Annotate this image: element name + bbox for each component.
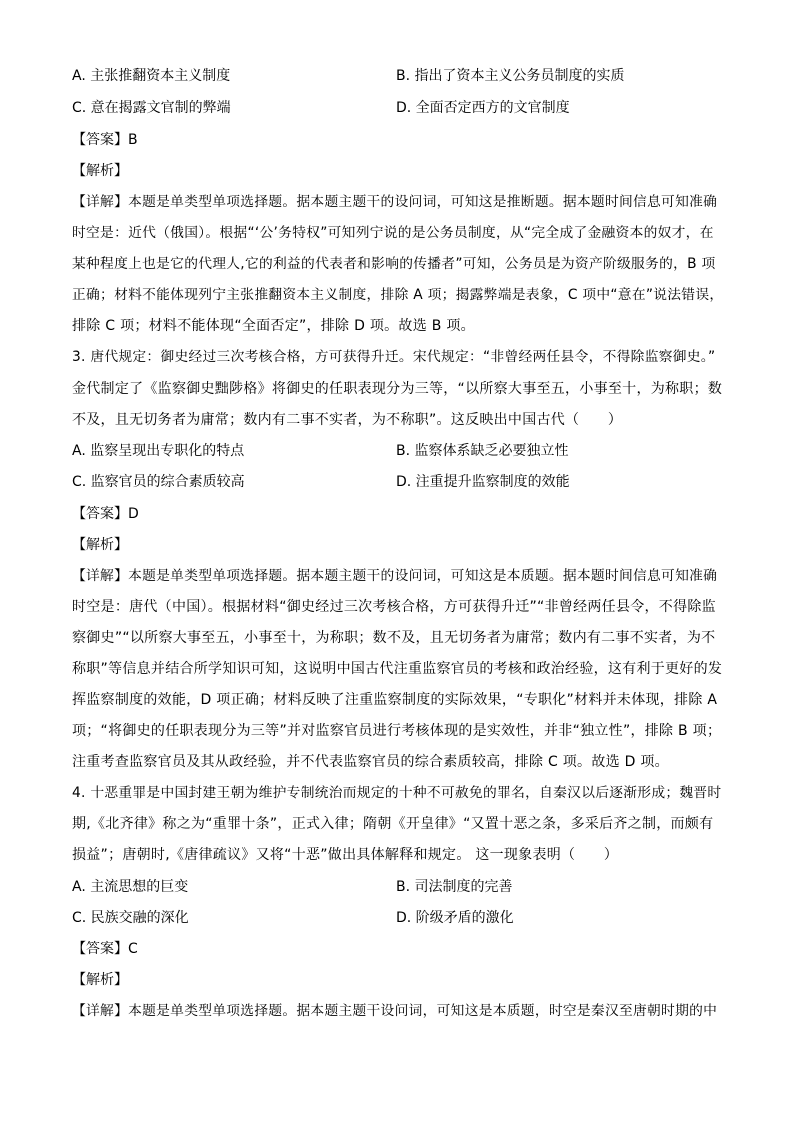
q3-detail-line: 挥监察制度的效能，D 项正确；材料反映了注重监察制度的实际效果，“专职化”材料并未体现，排除 A <box>72 692 718 708</box>
q3-stem-line: 不及，且无切务者为庸常；数内有二事不实者，为不称职”。这反映出中国古代（ ） <box>72 412 623 428</box>
q2-detail-line: 排除 C 项；材料不能体现“全面否定”，排除 D 项。故选 B 项。 <box>72 318 475 334</box>
q3-detail-line: 察御史”“以所察大事至五，小事至十，为称职；数不及，且无切务者为庸常；数内有二事不实者，为不 <box>72 630 716 646</box>
q2-detail-line: 某种程度上也是它的代理人,它的利益的代表者和影响的传播者”可知，公务员是为资产阶级服务的，B 项 <box>72 256 716 272</box>
q3-detail-line: 注重考查监察官员及其从政经验，并不代表监察官员的综合素质较高，排除 C 项。故选 D 项。 <box>72 754 669 770</box>
q3-detail-line: 项；“将御史的任职表现分为三等”并对监察官员进行考核体现的是实效性，并非“独立性”，排除 B 项； <box>72 723 722 739</box>
q4-option-b[interactable]: B. 司法制度的完善 <box>396 879 513 895</box>
q3-detail-line: 称职”等信息并结合所学知识可知，这说明中国古代注重监察官员的考核和政治经验，这有利于更好的发 <box>72 661 723 677</box>
q3-option-a[interactable]: A. 监察呈现出专职化的特点 <box>72 443 245 459</box>
q4-analysis-heading: 【解析】 <box>72 972 128 988</box>
q4-option-a[interactable]: A. 主流思想的巨变 <box>72 879 189 895</box>
q3-option-b[interactable]: B. 监察体系缺乏必要独立性 <box>396 443 569 459</box>
q2-detail-line: 时空是：近代（俄国）。根据“‘公’务特权”可知列宁说的是公务员制度，从“完全成了金融资本的奴才，在 <box>72 225 714 241</box>
q4-stem-line: 期,《北齐律》称之为“重罪十条”，正式入律；隋朝《开皇律》“又置十恶之条，多采后齐之制，而颇有 <box>72 816 714 832</box>
q4-detail-line: 【详解】本题是单类型单项选择题。据本题主题干设问词，可知这是本质题，时空是秦汉至唐朝时期的中 <box>72 1003 718 1019</box>
q3-stem-line: 3. 唐代规定：御史经过三次考核合格，方可获得升迁。宋代规定：“非曾经两任县令，不得除监察御史。” <box>72 349 716 365</box>
q3-answer: 【答案】D <box>72 506 139 522</box>
q4-stem-line: 4. 十恶重罪是中国封建王朝为维护专制统治而规定的十种不可赦免的罪名，自秦汉以后逐渐形成；魏晋时 <box>72 785 722 801</box>
q3-detail-line: 时空是：唐代（中国）。根据材料“御史经过三次考核合格，方可获得升迁”“非曾经两任县令，不得除监 <box>72 599 716 615</box>
q3-option-c[interactable]: C. 监察官员的综合素质较高 <box>72 474 245 490</box>
q3-option-d[interactable]: D. 注重提升监察制度的效能 <box>396 474 570 490</box>
q2-answer: 【答案】B <box>72 132 138 148</box>
q2-option-a[interactable]: A. 主张推翻资本主义制度 <box>72 68 231 84</box>
q2-option-d[interactable]: D. 全面否定西方的文官制度 <box>396 100 570 116</box>
q4-answer: 【答案】C <box>72 941 138 957</box>
q4-option-c[interactable]: C. 民族交融的深化 <box>72 910 189 926</box>
q4-option-d[interactable]: D. 阶级矛盾的激化 <box>396 910 514 926</box>
q2-analysis-heading: 【解析】 <box>72 163 128 179</box>
q4-stem-line: 损益”；唐朝时,《唐律疏议》又将“十恶”做出具体解释和规定。 这一现象表明（ ） <box>72 847 619 863</box>
q2-option-c[interactable]: C. 意在揭露文官制的弊端 <box>72 100 231 116</box>
q2-option-b[interactable]: B. 指出了资本主义公务员制度的实质 <box>396 68 625 84</box>
q3-detail-line: 【详解】本题是单类型单项选择题。据本题主题干的设问词，可知这是本质题。据本题时间信息可知准确 <box>72 568 718 584</box>
q2-detail-line: 正确；材料不能体现列宁主张推翻资本主义制度，排除 A 项；揭露弊端是表象，C 项中“意在”说法错误， <box>72 287 724 303</box>
q3-stem-line: 金代制定了《监察御史黜陟格》将御史的任职表现分为三等，“以所察大事至五，小事至十，为称职；数 <box>72 381 723 397</box>
q3-analysis-heading: 【解析】 <box>72 537 128 553</box>
q2-detail-line: 【详解】本题是单类型单项选择题。据本题主题干的设问词，可知这是推断题。据本题时间信息可知准确 <box>72 194 718 210</box>
